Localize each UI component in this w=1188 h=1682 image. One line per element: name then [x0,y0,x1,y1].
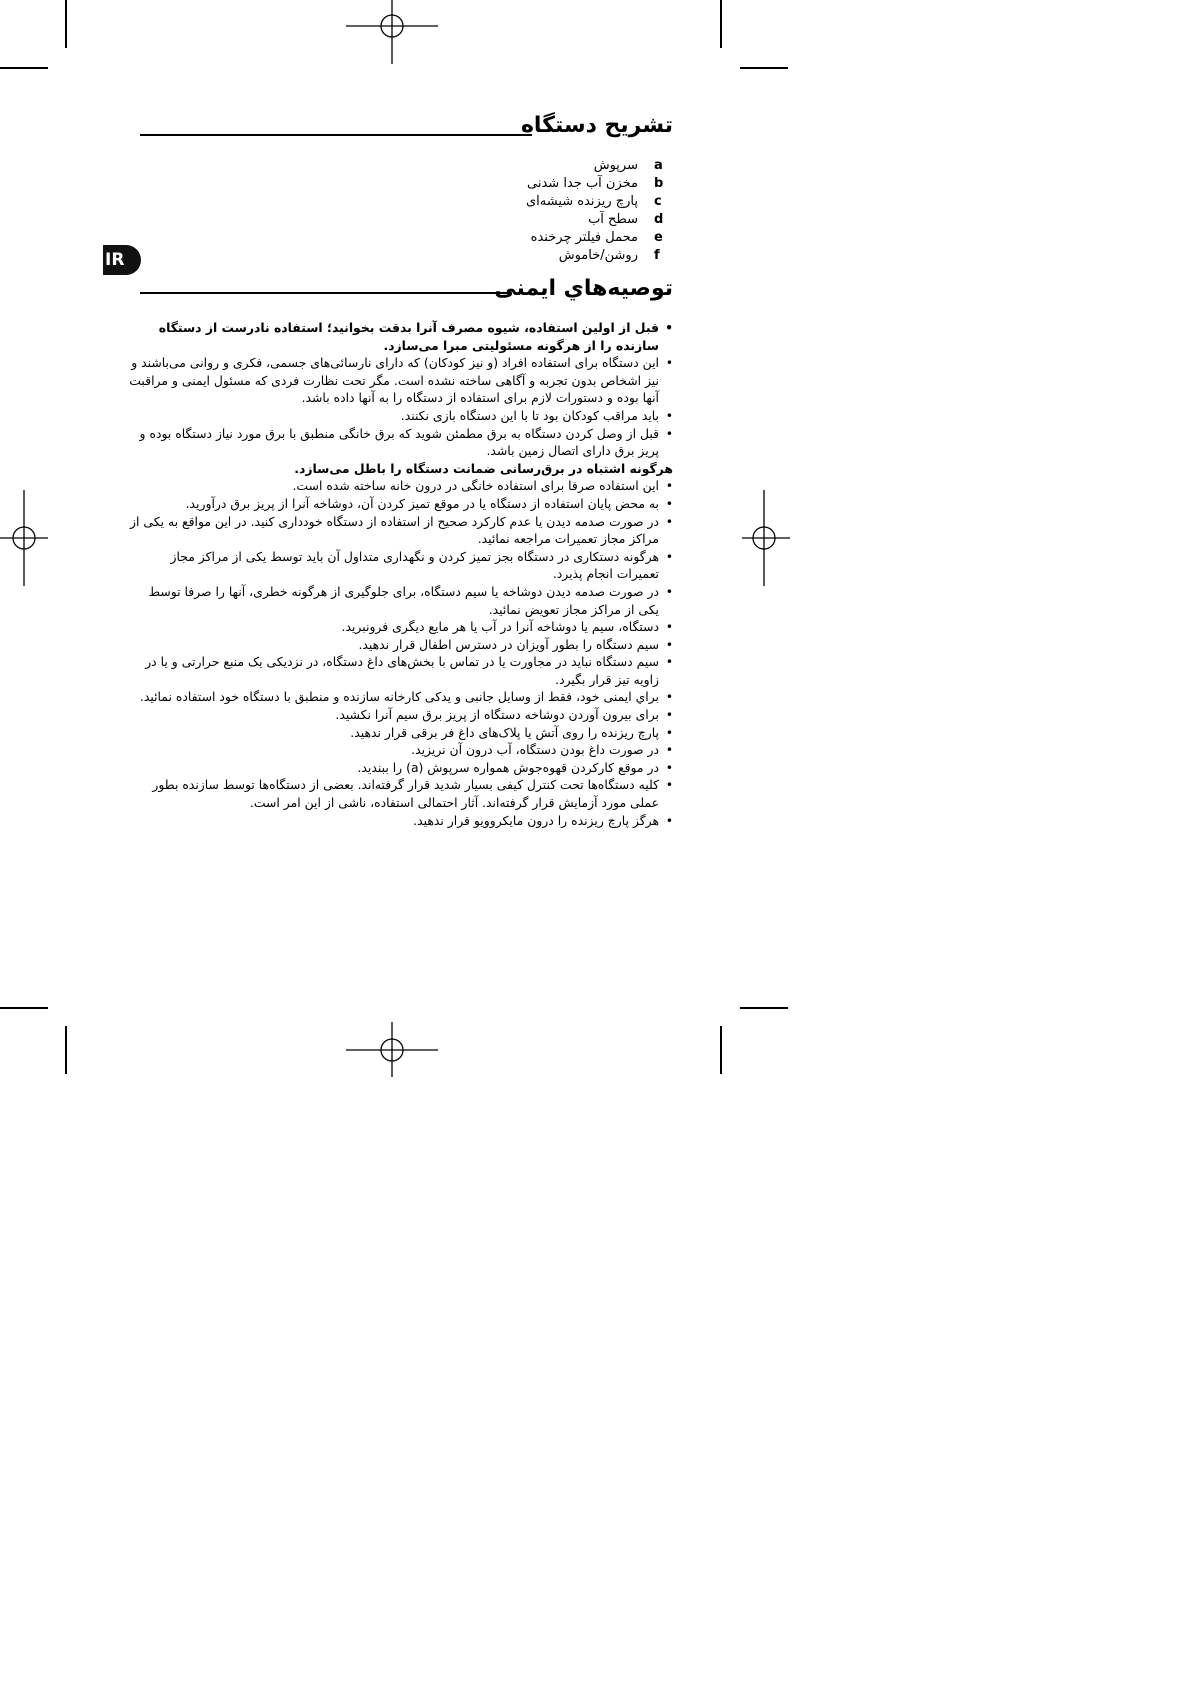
safety-item-text: به محض پایان استفاده از دستگاه یا در موقع تمیز کردن آن، دوشاخه آنرا از پریز برق درآورید. [185,495,659,511]
safety-item [128,812,673,830]
parts-list-item [448,193,668,211]
safety-item [128,618,673,636]
safety-item [128,759,673,777]
crop-mark [65,1026,67,1074]
part-letter: a [654,158,663,173]
safety-item [128,653,673,688]
bullet: • [665,478,673,494]
parts-list-item [448,175,668,193]
safety-item-text: کلیه دستگاه‌ها تحت کنترل کیفی بسیار شدید قرار گرفته‌اند. بعضی از دستگاه‌ها توسط سازنده بطور عملی مورد آزمایش قرار گرفته‌اند. آثار احتمالی استفاده، ناشی از این امر است. [152,777,659,811]
bullet: • [665,513,673,529]
crop-mark [0,1007,48,1009]
part-letter: e [654,230,663,245]
bullet: • [665,407,673,423]
safety-item-text: قبل از اولین استفاده، شیوه مصرف آنرا بدقت بخوانید؛ استفاده نادرست از دستگاه سازنده را از هرگونه مسئولیتی مبرا می‌سازد. [158,320,659,353]
safety-item [128,583,673,618]
part-letter: c [654,194,662,209]
bullet: • [665,548,673,564]
parts-list-item [448,211,668,229]
safety-item-text: دستگاه، سیم یا دوشاخه آنرا در آب یا هر مایع دیگری فرونبرید. [341,619,659,635]
crop-mark [0,67,48,69]
safety-item [128,548,673,583]
safety-item-text: قبل از وصل کردن دستگاه به برق مطمئن شوید که برق خانگی منطبق با برق مورد نیاز دستگاه بوده و پریز برق دارای اتصال زمین باشد. [139,425,659,459]
safety-item-text: در صورت صدمه دیدن دوشاخه یا سیم دستگاه، برای جلوگیری از هرگونه خطری، آنها را صرفا توسط یکی از مراکز مجاز تعویض نمائید. [148,583,659,617]
bullet: • [665,636,673,652]
safety-item-text: این استفاده صرفا برای استفاده خانگی در درون خانه ساخته شده است. [292,478,659,494]
safety-item-text: در موقع کارکردن قهوه‌جوش همواره سرپوش (a) را ببندید. [357,759,659,775]
safety-item [128,706,673,724]
registration-mark-right [740,488,790,588]
bullet: • [665,320,673,335]
parts-list-item [448,247,668,265]
safety-title-rule [140,292,512,294]
safety-item-text: باید مراقب کودکان بود تا با این دستگاه بازی نکنند. [400,407,659,423]
safety-item-text: در صورت صدمه دیدن یا عدم کارکرد صحیح از استفاده از دستگاه خودداری کنید. در این مواقع به یکی از مراکز مجاز تعمیرات مراجعه نمائید. [130,513,659,547]
safety-item [128,513,673,548]
safety-item [128,741,673,759]
safety-item-text: هرگونه دستکاری در دستگاه بجز تمیز کردن و نگهداری متداول آن باید توسط یکی از مراکز مجاز تعمیرات انجام پذیرد. [170,548,659,582]
bullet: • [665,707,673,723]
bullet: • [665,759,673,775]
part-label: پارچ ریزنده شیشه‌ای [525,194,638,209]
description-title-rule [140,134,532,136]
crop-mark [720,0,722,48]
safety-warning [128,460,673,478]
bullet: • [665,355,673,371]
safety-item-text: سیم دستگاه نباید در مجاورت یا در تماس با بخش‌های داغ دستگاه، در نزدیکی یک منبع حرارتی و یا در زاویه تیز قرار بگیرد. [145,654,659,687]
safety-item-text: برای بیرون آوردن دوشاخه دستگاه از پریز برق سیم آنرا نکشید. [335,707,659,723]
safety-item [128,319,673,354]
part-label: سرپوش [593,158,638,173]
safety-item-text: سیم دستگاه را بطور آویزان در دسترس اطفال قرار ندهید. [358,636,659,652]
parts-list [448,157,668,265]
safety-item-text: در صورت داغ بودن دستگاه، آب درون آن نریزید. [411,742,659,758]
bullet: • [665,689,673,705]
parts-list-item [448,229,668,247]
safety-title: توصیه‌هاي ایمنی [494,276,673,301]
safety-item [128,354,673,407]
safety-item [128,776,673,811]
safety-item [128,636,673,654]
bullet: • [665,583,673,599]
bullet: • [665,742,673,758]
safety-item-text: براي ایمنی خود، فقط از وسایل جانبی و یدکی کارخانه سازنده و منطبق با دستگاه خود استفاده نمائید. [139,689,659,705]
part-letter: d [654,212,664,227]
registration-mark-bottom [342,1022,442,1077]
safety-item-text: این دستگاه برای استفاده افراد (و نیز کودکان) که دارای نارسائی‌های جسمی، فکری و روانی می‌باشند و نیز اشخاص بدون تجربه و آگاهی ساخته نشده است. مگر تحت نظارت فردی که مسئول ایمنی و مراقبت آنها بوده و دستورات لازم برای استفاده از دستگاه را به آنها داده باشد. [129,355,659,406]
bullet: • [665,495,673,511]
language-badge: IR [103,245,141,275]
parts-list-item [448,157,668,175]
safety-item [128,688,673,706]
bullet: • [665,724,673,740]
bullet: • [665,812,673,828]
crop-mark [720,1026,722,1074]
part-letter: b [654,176,664,191]
crop-mark [740,1007,788,1009]
registration-mark-top [342,0,442,66]
part-label: روشن/خاموش [558,248,638,263]
safety-item [128,495,673,513]
safety-item-text: هرگز پارچ ریزنده را درون مایکروویو قرار ندهید. [413,812,659,828]
part-label: مخزن آب جدا شدنی [527,176,638,191]
bullet: • [665,619,673,635]
bullet: • [665,654,673,670]
safety-item-text: پارچ ریزنده را روی آتش یا پلاک‌های داغ فر برقی قرار ندهید. [350,724,659,740]
safety-item-text: هرگونه اشتباه در برق‌رسانی ضمانت دستگاه را باطل می‌سازد. [294,460,673,476]
part-label: محمل فیلتر چرخنده [530,230,638,245]
safety-item [128,407,673,425]
crop-mark [65,0,67,48]
safety-item [128,724,673,742]
bullet: • [665,777,673,793]
safety-item [128,425,673,460]
safety-item [128,477,673,495]
part-letter: f [654,248,660,263]
safety-list [128,319,673,829]
crop-mark [740,67,788,69]
part-label: سطح آب [588,212,638,227]
bullet: • [665,425,673,441]
description-title: تشریح دستگاه [520,113,673,138]
registration-mark-left [0,488,50,588]
